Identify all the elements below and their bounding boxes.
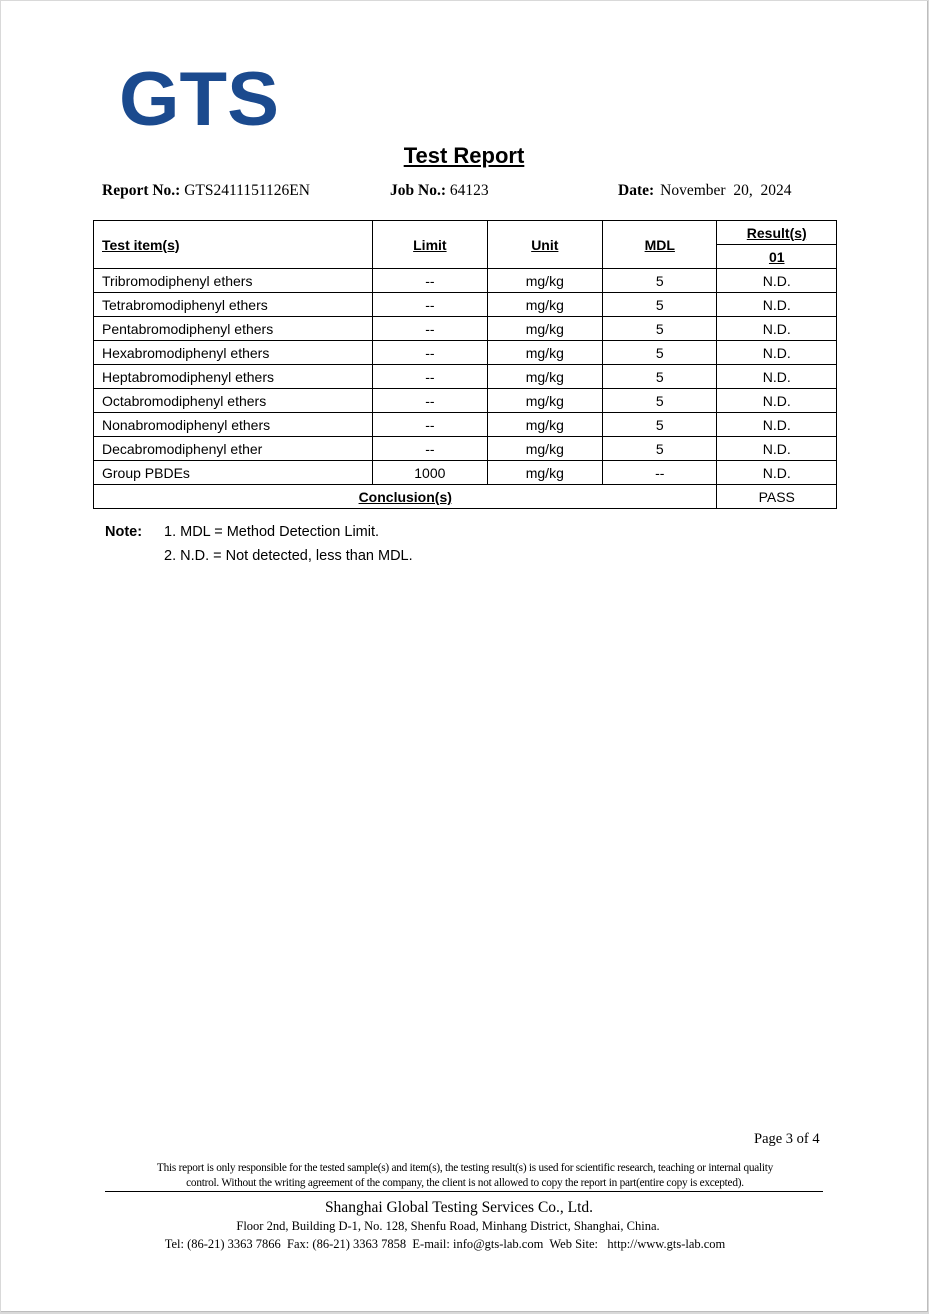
header-results: Result(s) xyxy=(717,221,837,245)
report-date-value: November 20, 2024 xyxy=(660,182,792,199)
logo-text: GTS xyxy=(119,68,279,128)
cell-result: N.D. xyxy=(717,413,837,437)
cell-item: Decabromodiphenyl ether xyxy=(94,437,373,461)
cell-unit: mg/kg xyxy=(487,293,602,317)
note-item: 2. N.D. = Not detected, less than MDL. xyxy=(164,548,413,564)
cell-limit: -- xyxy=(373,341,487,365)
table-row xyxy=(94,269,837,293)
report-page xyxy=(1,1,928,1312)
cell-limit: -- xyxy=(373,293,487,317)
page-title: Test Report xyxy=(403,143,525,168)
cell-result: N.D. xyxy=(717,293,837,317)
cell-result: N.D. xyxy=(717,341,837,365)
cell-unit: mg/kg xyxy=(487,269,602,293)
gts-logo xyxy=(119,68,281,128)
header-sample-01: 01 xyxy=(717,245,837,269)
disclaimer xyxy=(105,1161,825,1191)
job-number xyxy=(390,182,489,200)
cell-result: N.D. xyxy=(717,269,837,293)
company-name: Shanghai Global Testing Services Co., Ltd. xyxy=(324,1199,594,1216)
header-mdl: MDL xyxy=(603,221,717,269)
cell-limit: -- xyxy=(373,413,487,437)
results-table xyxy=(93,220,837,509)
company-address: Floor 2nd, Building D-1, No. 128, Shenfu Road, Minhang District, Shanghai, China. xyxy=(236,1219,660,1233)
job-number-label: Job No.: xyxy=(390,182,446,199)
job-number-value: 64123 xyxy=(449,182,489,199)
cell-mdl: 5 xyxy=(603,269,717,293)
cell-unit: mg/kg xyxy=(487,365,602,389)
cell-unit: mg/kg xyxy=(487,341,602,365)
cell-mdl: 5 xyxy=(603,437,717,461)
disclaimer-line: control. Without the writing agreement of the company, the client is not allowed to copy the report in part(entire copy is excepted). xyxy=(186,1177,744,1189)
note-item: 1. MDL = Method Detection Limit. xyxy=(164,524,380,540)
cell-limit: -- xyxy=(373,437,487,461)
table-row xyxy=(94,317,837,341)
disclaimer-line: This report is only responsible for the tested sample(s) and item(s), the testing result(s) is used for scientific research, teaching or internal quality xyxy=(156,1162,774,1174)
header-unit: Unit xyxy=(487,221,602,269)
cell-item: Hexabromodiphenyl ethers xyxy=(94,341,373,365)
header-test-item: Test item(s) xyxy=(94,221,373,269)
cell-item: Tribromodiphenyl ethers xyxy=(94,269,373,293)
table-row xyxy=(94,365,837,389)
cell-limit: 1000 xyxy=(373,461,487,485)
cell-unit: mg/kg xyxy=(487,437,602,461)
cell-result: N.D. xyxy=(717,389,837,413)
table-header-row xyxy=(94,221,837,245)
header-limit: Limit xyxy=(373,221,487,269)
page-number: Page 3 of 4 xyxy=(754,1131,820,1147)
cell-result: N.D. xyxy=(717,437,837,461)
report-number xyxy=(102,182,310,200)
company-contact: Tel: (86-21) 3363 7866 Fax: (86-21) 3363 7858 E-mail: info@gts-lab.com Web Site: http://www.gts-lab.com xyxy=(164,1237,726,1251)
report-number-label: Report No.: xyxy=(102,182,181,199)
table-row xyxy=(94,437,837,461)
note-label: Note: xyxy=(105,524,143,540)
cell-mdl: -- xyxy=(603,461,717,485)
report-number-value: GTS2411151126EN xyxy=(184,182,310,199)
conclusion-value: PASS xyxy=(717,485,837,509)
cell-mdl: 5 xyxy=(603,317,717,341)
table-row xyxy=(94,413,837,437)
cell-result: N.D. xyxy=(717,461,837,485)
cell-limit: -- xyxy=(373,269,487,293)
cell-mdl: 5 xyxy=(603,365,717,389)
cell-unit: mg/kg xyxy=(487,389,602,413)
report-date-label: Date: xyxy=(618,182,655,199)
table-row xyxy=(94,293,837,317)
report-date xyxy=(618,182,791,200)
footer-divider xyxy=(105,1191,823,1192)
cell-limit: -- xyxy=(373,365,487,389)
cell-result: N.D. xyxy=(717,365,837,389)
cell-result: N.D. xyxy=(717,317,837,341)
cell-item: Heptabromodiphenyl ethers xyxy=(94,365,373,389)
cell-item: Tetrabromodiphenyl ethers xyxy=(94,293,373,317)
cell-item: Octabromodiphenyl ethers xyxy=(94,389,373,413)
conclusion-row xyxy=(94,485,837,509)
cell-unit: mg/kg xyxy=(487,317,602,341)
cell-limit: -- xyxy=(373,317,487,341)
cell-limit: -- xyxy=(373,389,487,413)
table-row xyxy=(94,341,837,365)
table-row xyxy=(94,389,837,413)
cell-unit: mg/kg xyxy=(487,461,602,485)
table-row xyxy=(94,461,837,485)
cell-mdl: 5 xyxy=(603,389,717,413)
cell-item: Pentabromodiphenyl ethers xyxy=(94,317,373,341)
cell-mdl: 5 xyxy=(603,293,717,317)
cell-item: Nonabromodiphenyl ethers xyxy=(94,413,373,437)
cell-unit: mg/kg xyxy=(487,413,602,437)
conclusion-label: Conclusion(s) xyxy=(94,485,717,509)
cell-item: Group PBDEs xyxy=(94,461,373,485)
cell-mdl: 5 xyxy=(603,341,717,365)
cell-mdl: 5 xyxy=(603,413,717,437)
